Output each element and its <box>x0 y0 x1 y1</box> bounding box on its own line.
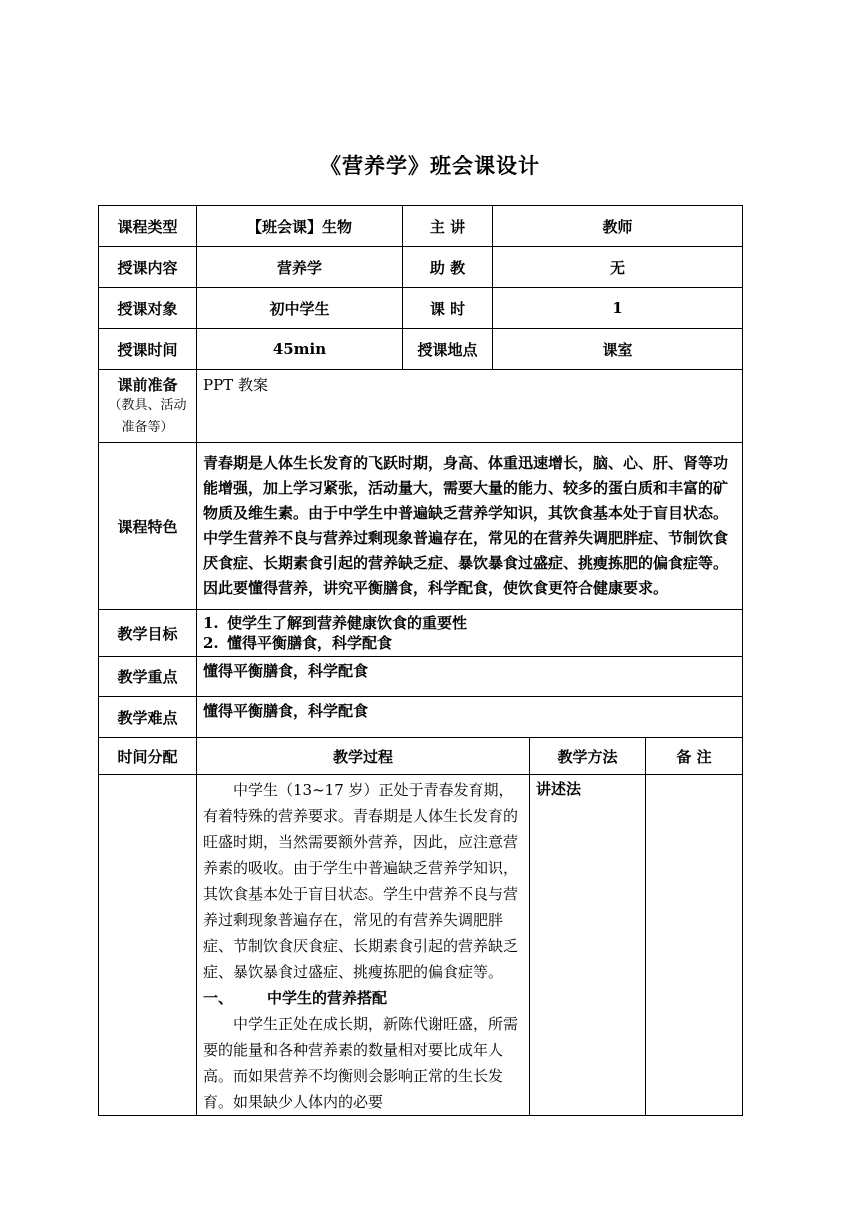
hours-value: 1 <box>493 288 743 329</box>
header-method: 教学方法 <box>530 738 646 775</box>
process-time <box>99 775 197 1116</box>
key-points-value: 懂得平衡膳食，科学配食 <box>197 657 743 697</box>
row-key-points <box>99 657 743 697</box>
row-difficulties <box>99 697 743 738</box>
process-header-row <box>99 738 743 775</box>
key-points-label: 教学重点 <box>99 657 197 697</box>
header-time: 时间分配 <box>99 738 197 775</box>
difficulties-label: 教学难点 <box>99 697 197 738</box>
audience-label: 授课对象 <box>99 288 197 329</box>
location-value: 课室 <box>493 329 743 370</box>
lesson-plan-table <box>98 205 743 1116</box>
row-goals <box>99 610 743 657</box>
lecturer-label: 主 讲 <box>403 206 493 247</box>
process-method: 讲述法 <box>530 775 646 1116</box>
section-1-text: 中学生正处在成长期，新陈代谢旺盛，所需要的能量和各种营养素的数量相对要比成年人高。而如果营养不均衡则会影响正常的生长发育。如果缺少人体内的必要 <box>203 1015 519 1111</box>
course-type-label: 课程类型 <box>99 206 197 247</box>
row-content <box>99 247 743 288</box>
content-value: 营养学 <box>197 247 403 288</box>
course-type-value: 【班会课】生物 <box>197 206 403 247</box>
process-content <box>197 775 530 1116</box>
prep-label: 课前准备 <box>117 376 178 394</box>
audience-value: 初中学生 <box>197 288 403 329</box>
process-intro: 中学生（13~17 岁）正处于青春发育期，有着特殊的营养要求。青春期是人体生长发育的旺盛时期，当然需要额外营养，因此，应注意营养素的吸收。由于学生中普遍缺乏营养学知识，其饮食基本处于盲目状态。学生中营养不良与营养过剩现象普遍存在，常见的有营养失调肥胖症、节制饮食厌食症、长期素食引起的营养缺乏症、暴饮暴食过盛症、挑瘦拣肥的偏食症等。 <box>203 781 519 981</box>
time-label: 授课时间 <box>99 329 197 370</box>
features-value: 青春期是人体生长发育的飞跃时期，身高、体重迅速增长，脑、心、肝、肾等功能增强，加上学习紧张，活动量大，需要大量的能力、较多的蛋白质和丰富的矿物质及维生素。由于中学生中普遍缺乏营养学知识，其饮食基本处于盲目状态。中学生营养不良与营养过剩现象普遍存在，常见的在营养失调肥胖症、节制饮食厌食症、长期素食引起的营养缺乏症、暴饮暴食过盛症、挑瘦拣肥的偏食症等。因此要懂得营养，讲究平衡膳食，科学配食，使饮食更符合健康要求。 <box>197 443 743 610</box>
difficulties-value: 懂得平衡膳食，科学配食 <box>197 697 743 738</box>
row-features <box>99 443 743 610</box>
process-note <box>646 775 743 1116</box>
prep-value: PPT 教案 <box>197 370 743 443</box>
header-process: 教学过程 <box>197 738 530 775</box>
assistant-value: 无 <box>493 247 743 288</box>
goals-label: 教学目标 <box>99 610 197 657</box>
page-title: 《营养学》班会课设计 <box>320 153 540 178</box>
process-row <box>99 775 743 1116</box>
prep-sublabel: （教具、活动准备等） <box>108 398 187 435</box>
row-audience <box>99 288 743 329</box>
goal-item-2: 2. 懂得平衡膳食，科学配食 <box>203 634 393 652</box>
content-label: 授课内容 <box>99 247 197 288</box>
section-1-heading: 一、 中学生的营养搭配 <box>203 989 388 1007</box>
assistant-label: 助 教 <box>403 247 493 288</box>
time-value: 45min <box>197 329 403 370</box>
goal-item-1: 1. 使学生了解到营养健康饮食的重要性 <box>203 614 468 632</box>
row-course-type <box>99 206 743 247</box>
lecturer-value: 教师 <box>493 206 743 247</box>
location-label: 授课地点 <box>403 329 493 370</box>
row-prep <box>99 370 743 443</box>
row-time <box>99 329 743 370</box>
features-label: 课程特色 <box>99 443 197 610</box>
header-note: 备 注 <box>646 738 743 775</box>
goals-list <box>197 610 743 657</box>
hours-label: 课 时 <box>403 288 493 329</box>
prep-label-cell <box>99 370 197 443</box>
